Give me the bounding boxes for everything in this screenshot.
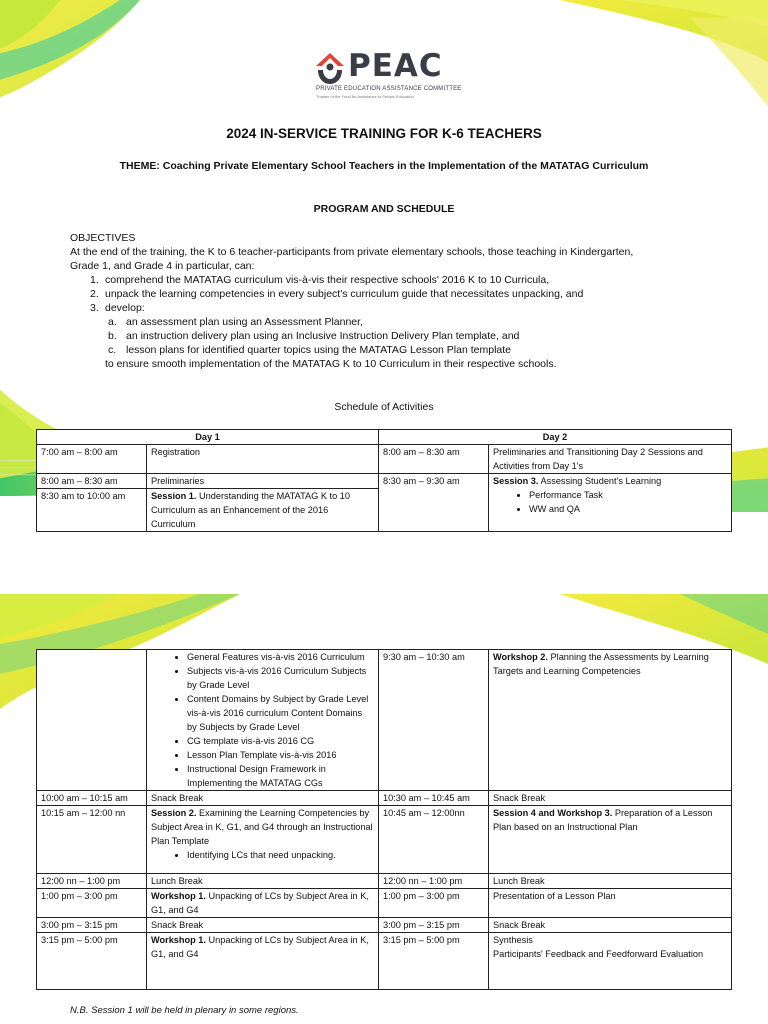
objective-subitem-letter: c. (108, 344, 117, 356)
activity-cell: Snack Break (489, 791, 732, 806)
page-gap (0, 578, 768, 594)
activity-cell (147, 889, 379, 918)
time-cell (37, 650, 147, 791)
activity-cell: Registration (147, 445, 379, 474)
theme-line: THEME: Coaching Private Elementary School Teachers in the Implementation of the MATATAG Curriculum (119, 160, 649, 172)
footnote: N.B. Session 1 will be held in plenary in some regions. (70, 1005, 299, 1016)
session-text: Assessing Student's Learning (538, 476, 662, 486)
objective-subitem-letter: b. (108, 330, 117, 342)
list-item: • WW and QA (529, 502, 727, 516)
table-row (37, 445, 732, 474)
objectives-intro-line2: Grade 1, and Grade 4 in particular, can: (70, 260, 255, 272)
table-row (37, 933, 732, 990)
day1-header: Day 1 (37, 430, 379, 445)
list-item: • Subjects vis-à-vis 2016 Curriculum Subjects by Grade Level (187, 664, 374, 692)
time-cell: 9:30 am – 10:30 am (379, 650, 489, 791)
objective-subitem-letter: a. (108, 316, 117, 328)
day2-header: Day 2 (379, 430, 732, 445)
activity-cell (147, 933, 379, 990)
time-cell: 1:00 pm – 3:00 pm (37, 889, 147, 918)
activity-cell: Snack Break (489, 918, 732, 933)
objective-item: comprehend the MATATAG curriculum vis-à-vis their respective schools' 2016 K to 10 Curricula, (105, 274, 550, 286)
table-header-row (37, 430, 732, 445)
activity-cell (147, 806, 379, 874)
session-text: Planning the Assessments by Learning Targets and Learning Competencies (493, 652, 709, 676)
list-item: • Lesson Plan Template vis-à-vis 2016 (187, 748, 374, 762)
table-row (37, 889, 732, 918)
schedule-table-part2 (36, 649, 732, 990)
table-row (37, 791, 732, 806)
bullet-list (151, 848, 374, 862)
peac-logo-subtitle: PRIVATE EDUCATION ASSISTANCE COMMITTEE (316, 86, 462, 92)
objective-number: 2. (90, 288, 99, 300)
time-cell: 12:00 nn – 1:00 pm (379, 874, 489, 889)
time-cell: 10:15 am – 12:00 nn (37, 806, 147, 874)
table-row (37, 918, 732, 933)
peac-logo (314, 48, 462, 100)
table-row (37, 874, 732, 889)
activity-cell: Snack Break (147, 918, 379, 933)
list-item: • Instructional Design Framework in Implementing the MATATAG CGs (187, 762, 374, 790)
time-cell: 3:15 pm – 5:00 pm (37, 933, 147, 990)
list-item: • General Features vis-à-vis 2016 Curriculum (187, 650, 374, 664)
session-label: Session 4 and Workshop 3. (493, 808, 613, 818)
session-label: Workshop 1. (151, 935, 206, 945)
list-item: • CG template vis-à-vis 2016 CG (187, 734, 374, 748)
table-row (37, 650, 732, 791)
session-text: Examining the Learning Competencies by Subject Area in K, G1, and G4 through an Instructional Plan Template (151, 808, 373, 846)
session-label: Workshop 2. (493, 652, 548, 662)
table-row (37, 474, 732, 489)
objective-subitem: an instruction delivery plan using an Inclusive Instruction Delivery Plan template, and (126, 330, 520, 342)
time-cell: 7:00 am – 8:00 am (37, 445, 147, 474)
time-cell: 10:00 am – 10:15 am (37, 791, 147, 806)
time-cell: 1:00 pm – 3:00 pm (379, 889, 489, 918)
document-title: 2024 IN-SERVICE TRAINING FOR K-6 TEACHERS (226, 126, 542, 141)
time-cell: 10:30 am – 10:45 am (379, 791, 489, 806)
session-label: Workshop 1. (151, 891, 206, 901)
peac-logo-tagline: Trustee of the Fund for Assistance to Private Education (316, 94, 414, 99)
objectives-closing: to ensure smooth implementation of the MATATAG K to 10 Curriculum in their respective schools. (105, 358, 557, 370)
table-row (37, 806, 732, 874)
session-text: Understanding the MATATAG K to 10 Curriculum as an Enhancement of the 2016 Curriculum (151, 491, 350, 529)
objective-subitem: lesson plans for identified quarter topics using the MATATAG Lesson Plan template (126, 344, 512, 356)
activity-line: Synthesis (493, 935, 533, 945)
objectives-intro-line1: At the end of the training, the K to 6 teacher-participants from private elementary schools, those teaching in Kindergarten, (70, 246, 634, 258)
program-heading: PROGRAM AND SCHEDULE (313, 203, 455, 215)
activity-cell: Lunch Break (147, 874, 379, 889)
time-cell: 8:30 am – 9:30 am (379, 474, 489, 532)
session-label: Session 1. (151, 491, 197, 501)
peac-logo-text: PEAC (348, 48, 443, 84)
objective-subitem: an assessment plan using an Assessment Planner, (126, 316, 363, 328)
objective-number: 3. (90, 302, 99, 314)
schedule-table-part1 (36, 429, 732, 532)
activity-cell (489, 474, 732, 532)
bullet-list (493, 488, 727, 516)
session-label: Session 3. (493, 476, 539, 486)
activity-cell: Snack Break (147, 791, 379, 806)
activity-cell: Preliminaries and Transitioning Day 2 Sessions and Activities from Day 1's (489, 445, 732, 474)
time-cell: 12:00 nn – 1:00 pm (37, 874, 147, 889)
schedule-title: Schedule of Activities (334, 401, 434, 413)
objective-item: develop: (105, 302, 145, 314)
peac-logo-icon (314, 52, 346, 86)
activity-cell (147, 489, 379, 532)
session-text: Unpacking of LCs by Subject Area in K, G1, and G4 (151, 891, 369, 915)
session-label: Session 2. (151, 808, 197, 818)
time-cell: 8:00 am – 8:30 am (379, 445, 489, 474)
activity-cell (489, 806, 732, 874)
time-cell: 10:45 am – 12:00nn (379, 806, 489, 874)
objective-item: unpack the learning competencies in every subject's curriculum guide that necessitates unpacking, and (105, 288, 584, 300)
list-item: • Content Domains by Subject by Grade Level vis-à-vis 2016 curriculum Content Domains by Subjects by Grade Level (187, 692, 374, 734)
objective-number: 1. (90, 274, 99, 286)
list-item: • Performance Task (529, 488, 727, 502)
bullet-list (151, 650, 374, 790)
activity-cell (489, 933, 732, 990)
time-cell: 3:00 pm – 3:15 pm (379, 918, 489, 933)
time-cell: 3:15 pm – 5:00 pm (379, 933, 489, 990)
list-item: • Identifying LCs that need unpacking. (187, 848, 374, 862)
document-page-2 (0, 594, 768, 1024)
time-cell: 8:00 am – 8:30 am (37, 474, 147, 489)
objectives-heading: OBJECTIVES (70, 232, 136, 244)
time-cell: 3:00 pm – 3:15 pm (37, 918, 147, 933)
time-cell: 8:30 am to 10:00 am (37, 489, 147, 532)
activity-cell: Presentation of a Lesson Plan (489, 889, 732, 918)
activity-line: Participants' Feedback and Feedforward Evaluation (493, 949, 704, 959)
activity-cell: Preliminaries (147, 474, 379, 489)
activity-cell (489, 650, 732, 791)
session-text: Unpacking of LCs by Subject Area in K, G1, and G4 (151, 935, 369, 959)
activity-cell (147, 650, 379, 791)
session-text: Preparation of a Lesson Plan based on an Instructional Plan (493, 808, 713, 832)
activity-cell: Lunch Break (489, 874, 732, 889)
